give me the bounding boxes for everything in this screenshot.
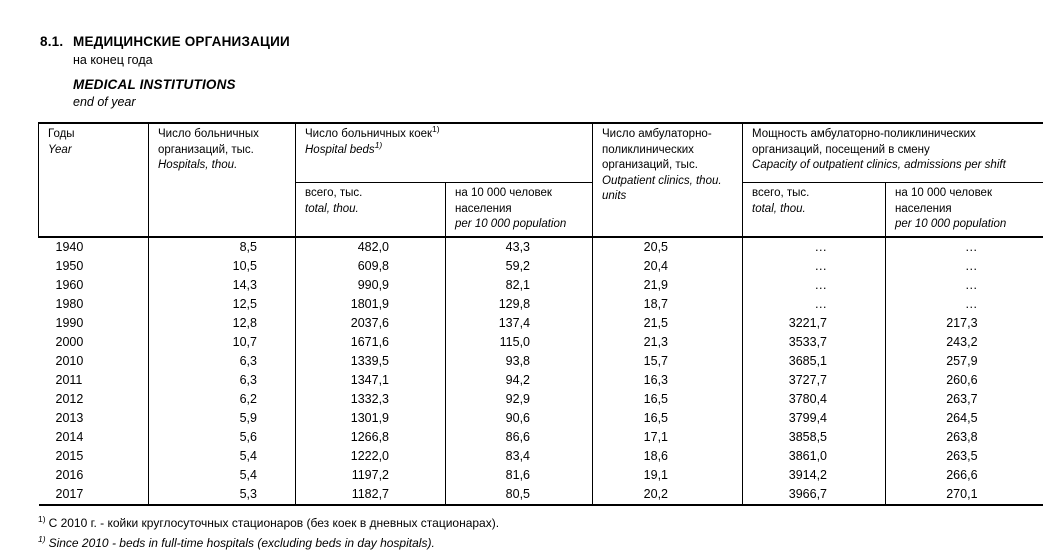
table-row — [39, 295, 1043, 314]
col-header-year-ru: Годы — [48, 128, 75, 140]
footnote-marker: 1) — [38, 514, 46, 524]
value-cell: 6,3 — [149, 371, 296, 390]
section-title-ru-text: МЕДИЦИНСКИЕ ОРГАНИЗАЦИИ — [73, 34, 290, 49]
table-row — [39, 485, 1043, 505]
beds-total-ru: всего, тыс. — [305, 187, 363, 199]
footnote-marker: 1) — [432, 124, 440, 135]
footnotes — [38, 513, 1056, 553]
value-cell: 1332,3 — [296, 390, 446, 409]
value-cell: … — [886, 237, 1043, 257]
year-cell: 1940 — [39, 237, 149, 257]
value-cell: 6,3 — [149, 352, 296, 371]
year-cell: 2010 — [55, 354, 84, 368]
value-cell: 3914,2 — [743, 466, 886, 485]
table-body — [39, 237, 1043, 505]
value-cell: 263,7 — [886, 390, 1043, 409]
year-cell: 1990 — [55, 316, 84, 330]
year-cell: 2015 — [55, 449, 84, 463]
value-cell: 3221,7 — [743, 314, 886, 333]
value-cell: 5,4 — [149, 447, 296, 466]
year-cell: 2000 — [55, 335, 84, 349]
col-header-year — [39, 123, 149, 237]
year-cell: 1960 — [55, 278, 84, 292]
value-cell: 8,5 — [149, 237, 296, 257]
capacity-total-en: total, thou. — [752, 202, 806, 215]
value-cell: 94,2 — [446, 371, 593, 390]
value-cell: 93,8 — [446, 352, 593, 371]
col-header-beds-per10000 — [446, 183, 593, 238]
value-cell: 3858,5 — [743, 428, 886, 447]
value-cell: 260,6 — [886, 371, 1043, 390]
value-cell: 217,3 — [886, 314, 1043, 333]
section-subtitle-en: end of year — [73, 95, 136, 109]
value-cell: 16,5 — [593, 390, 743, 409]
col-header-beds-en — [305, 139, 586, 159]
col-header-beds-group — [296, 123, 593, 183]
table-row — [39, 371, 1043, 390]
capacity-total-ru: всего, тыс. — [752, 187, 810, 199]
value-cell: 1266,8 — [296, 428, 446, 447]
beds-ru-text: Число больничных коек — [305, 128, 433, 140]
value-cell: … — [743, 295, 886, 314]
value-cell: 243,2 — [886, 333, 1043, 352]
value-cell: 3533,7 — [743, 333, 886, 352]
value-cell: 16,5 — [593, 409, 743, 428]
capacity-per10000-en: per 10 000 population — [895, 218, 1007, 230]
value-cell: 3861,0 — [743, 447, 886, 466]
table-row — [39, 352, 1043, 371]
value-cell: 482,0 — [296, 237, 446, 257]
col-header-beds-ru — [305, 124, 586, 143]
section-subtitle-ru: на конец года — [73, 53, 153, 67]
section-number: 8.1. — [40, 34, 64, 49]
value-cell: … — [886, 257, 1043, 276]
value-cell: 15,7 — [593, 352, 743, 371]
footnote-ru — [38, 513, 1056, 533]
value-cell: 5,9 — [149, 409, 296, 428]
value-cell: 16,3 — [593, 371, 743, 390]
value-cell: 6,2 — [149, 390, 296, 409]
value-cell: 264,5 — [886, 409, 1043, 428]
table-row — [39, 237, 1043, 257]
value-cell: 92,9 — [446, 390, 593, 409]
value-cell: 3780,4 — [743, 390, 886, 409]
value-cell: … — [743, 276, 886, 295]
value-cell: 59,2 — [446, 257, 593, 276]
col-header-capacity-ru: Мощность амбулаторно-поликлинических организаций, посещений в смену — [752, 128, 976, 156]
value-cell: 257,9 — [886, 352, 1043, 371]
footnote-en-text: Since 2010 - beds in full-time hospitals (excluding beds in day hospitals). — [48, 536, 435, 550]
value-cell: 10,7 — [149, 333, 296, 352]
table-row — [39, 257, 1043, 276]
value-cell: 21,3 — [593, 333, 743, 352]
table-row — [39, 409, 1043, 428]
value-cell: 20,4 — [593, 257, 743, 276]
col-header-capacity-per10000 — [886, 183, 1043, 238]
value-cell: 3685,1 — [743, 352, 886, 371]
year-cell: 2011 — [55, 373, 83, 387]
value-cell: 609,8 — [296, 257, 446, 276]
beds-total-en: total, thou. — [305, 202, 359, 215]
value-cell: 990,9 — [296, 276, 446, 295]
table-row — [39, 466, 1043, 485]
value-cell: … — [743, 237, 886, 257]
col-header-beds-total — [296, 183, 446, 238]
value-cell: 1182,7 — [296, 485, 446, 505]
col-header-hospitals — [149, 123, 296, 237]
beds-en-text: Hospital beds — [305, 143, 375, 156]
value-cell: 3966,7 — [743, 485, 886, 505]
col-header-outpatient — [593, 123, 743, 237]
value-cell: 21,9 — [593, 276, 743, 295]
year-cell: 2016 — [55, 468, 84, 482]
value-cell: 5,3 — [149, 485, 296, 505]
value-cell: 5,6 — [149, 428, 296, 447]
value-cell: 263,5 — [886, 447, 1043, 466]
col-header-outpatient-ru: Число амбулаторно-поликлинических организаций, тыс. — [602, 128, 712, 171]
table-row — [39, 428, 1043, 447]
value-cell: 1671,6 — [296, 333, 446, 352]
footnote-marker: 1) — [374, 139, 383, 150]
col-header-capacity-en: Capacity of outpatient clinics, admissions per shift — [752, 159, 1006, 171]
section-title-en: MEDICAL INSTITUTIONS — [73, 77, 236, 92]
value-cell: 12,5 — [149, 295, 296, 314]
value-cell: 1197,2 — [296, 466, 446, 485]
value-cell: 2037,6 — [296, 314, 446, 333]
medical-institutions-table — [38, 122, 1043, 506]
value-cell: 270,1 — [886, 485, 1043, 505]
value-cell: 12,8 — [149, 314, 296, 333]
col-header-capacity-group — [743, 123, 1043, 183]
table-row — [39, 314, 1043, 333]
value-cell: 5,4 — [149, 466, 296, 485]
title-block — [40, 0, 1056, 110]
value-cell: 18,6 — [593, 447, 743, 466]
table-row — [39, 276, 1043, 295]
year-cell: 2014 — [55, 430, 84, 444]
value-cell: 1339,5 — [296, 352, 446, 371]
value-cell: 137,4 — [446, 314, 593, 333]
value-cell: … — [743, 257, 886, 276]
value-cell: 86,6 — [446, 428, 593, 447]
year-cell: 2012 — [55, 392, 84, 406]
value-cell: 3727,7 — [743, 371, 886, 390]
value-cell: 14,3 — [149, 276, 296, 295]
year-cell: 2017 — [39, 485, 149, 505]
table-header — [39, 123, 1043, 237]
value-cell: 19,1 — [593, 466, 743, 485]
value-cell: 266,6 — [886, 466, 1043, 485]
beds-per10000-ru: на 10 000 человек населения — [455, 187, 552, 215]
value-cell: 1222,0 — [296, 447, 446, 466]
value-cell: 20,5 — [593, 237, 743, 257]
value-cell: 83,4 — [446, 447, 593, 466]
col-header-outpatient-en: Outpatient clinics, thou. units — [602, 174, 722, 202]
value-cell: 81,6 — [446, 466, 593, 485]
beds-per10000-en: per 10 000 population — [455, 218, 567, 230]
value-cell: 1301,9 — [296, 409, 446, 428]
value-cell: 21,5 — [593, 314, 743, 333]
value-cell: 263,8 — [886, 428, 1043, 447]
year-cell: 1980 — [55, 297, 84, 311]
value-cell: 20,2 — [593, 485, 743, 505]
value-cell: 1347,1 — [296, 371, 446, 390]
value-cell: 115,0 — [446, 333, 593, 352]
col-header-capacity-total — [743, 183, 886, 238]
col-header-hospitals-ru: Число больничных организаций, тыс. — [158, 128, 259, 156]
col-header-hospitals-en: Hospitals, thou. — [158, 159, 238, 171]
value-cell: 80,5 — [446, 485, 593, 505]
col-header-year-en: Year — [48, 143, 72, 156]
table-row — [39, 333, 1043, 352]
year-cell: 1950 — [55, 259, 84, 273]
footnote-en — [38, 533, 1056, 553]
value-cell: 129,8 — [446, 295, 593, 314]
value-cell: 1801,9 — [296, 295, 446, 314]
value-cell: 43,3 — [446, 237, 593, 257]
header-row-top — [39, 123, 1043, 183]
value-cell: 90,6 — [446, 409, 593, 428]
value-cell: 3799,4 — [743, 409, 886, 428]
value-cell: 17,1 — [593, 428, 743, 447]
table-row — [39, 447, 1043, 466]
section-title-ru — [40, 34, 1056, 50]
capacity-per10000-ru: на 10 000 человек населения — [895, 187, 992, 215]
value-cell: 82,1 — [446, 276, 593, 295]
value-cell: … — [886, 276, 1043, 295]
value-cell: 10,5 — [149, 257, 296, 276]
footnote-ru-text: С 2010 г. - койки круглосуточных стационаров (без коек в дневных стационарах). — [48, 516, 500, 530]
value-cell: … — [886, 295, 1043, 314]
year-cell: 2013 — [55, 411, 84, 425]
footnote-marker: 1) — [38, 534, 46, 544]
table-row — [39, 390, 1043, 409]
value-cell: 18,7 — [593, 295, 743, 314]
